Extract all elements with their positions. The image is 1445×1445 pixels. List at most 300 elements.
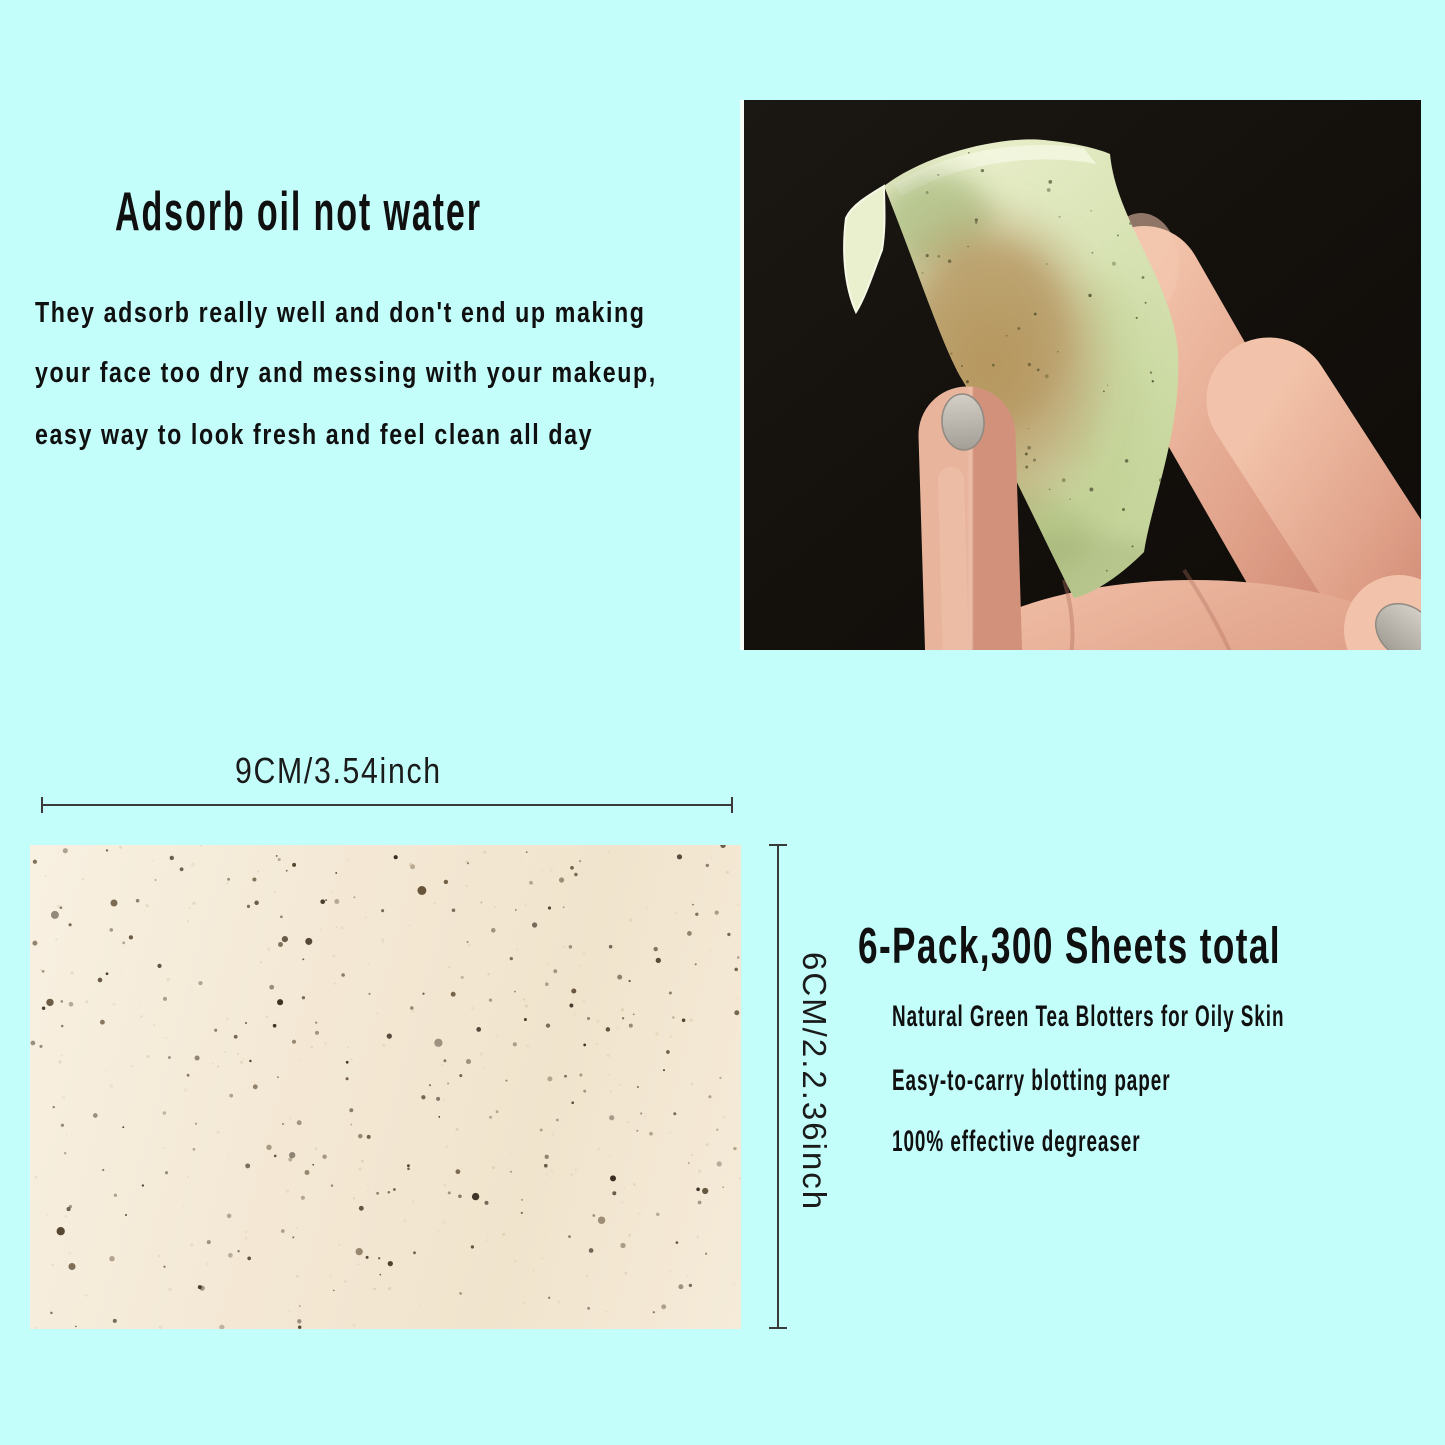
speckle [206,1263,209,1266]
speckle [1117,234,1119,236]
speckle [1125,459,1129,463]
speckle [45,875,48,878]
speckle [200,845,202,846]
speckle [492,1166,495,1169]
speckle [46,999,53,1006]
speckle [165,1171,168,1174]
speckle [734,1010,739,1015]
speckle [468,943,471,946]
speckle [125,1214,127,1216]
speckle [434,903,436,905]
speckle [523,998,526,1001]
speckle [697,1236,699,1238]
speckle [69,923,72,926]
speckle [734,1147,737,1150]
speckle [542,869,544,871]
speckle [1088,294,1091,297]
speckle [620,1243,625,1248]
speckle [710,857,712,859]
speckle [443,1184,446,1187]
speckle [224,1051,226,1053]
speckle [550,869,553,872]
height-dimension-tick-bottom [769,1327,787,1329]
speckle [1028,363,1031,366]
speckle [329,1274,331,1276]
speckle [448,966,451,969]
speckle [191,990,192,991]
width-dimension-label [235,750,481,792]
speckle [640,1112,642,1114]
speckle [53,1106,55,1108]
speckle [992,364,995,367]
speckle [459,1292,462,1295]
speckle [633,1183,636,1186]
right-heading: 6-Pack,300 Sheets total [858,917,1281,974]
speckle [596,1020,599,1023]
speckle [237,1250,239,1252]
speckle [436,1097,440,1101]
speckle [324,1042,327,1045]
speckle [1107,384,1108,385]
speckle [568,1235,571,1238]
speckle [167,978,171,982]
speckle [302,919,303,920]
speckle [675,912,678,915]
speckle [458,1195,462,1199]
speckle [467,941,469,943]
speckle [687,1275,689,1277]
height-dimension-line [777,845,779,1329]
speckle [114,1194,117,1197]
speckle [163,1111,167,1115]
speckle [551,1177,552,1178]
speckle [320,899,325,904]
speckle [633,1014,635,1016]
bullet-2: Easy-to-carry blotting paper [892,1064,1171,1097]
speckle [620,1084,622,1086]
speckle [587,1307,590,1310]
speckle [532,922,537,927]
speckle [1062,478,1066,482]
speckle [163,1266,165,1268]
speckle [106,972,109,975]
speckle [621,1008,624,1011]
speckle [451,992,456,997]
speckle [948,259,951,262]
speckle [286,1190,289,1193]
speckle [361,1160,364,1163]
speckle [350,1124,352,1126]
speckle [579,1073,582,1076]
speckle [442,1220,446,1224]
speckle [35,1176,38,1179]
speckle [237,1053,239,1055]
speckle [288,1310,290,1312]
speckle [58,1060,61,1063]
speckle [653,947,657,951]
speckle [257,1216,259,1218]
speckle [496,1034,499,1037]
speckle [975,222,977,224]
speckle [98,978,103,983]
speckle [644,1115,646,1117]
speckle [334,983,336,985]
speckle [278,942,283,947]
speckle [1028,428,1029,429]
speckle [33,860,37,864]
speckle [526,1045,529,1048]
speckle [403,1219,406,1222]
speckle [653,1311,655,1313]
speckle [85,1000,88,1003]
height-dimension-tick-top [769,844,787,846]
speckle [1090,210,1092,212]
speckle [333,1290,335,1292]
speckle [143,910,145,912]
speckle [622,1017,624,1019]
speckle [191,863,195,867]
speckle [461,1168,462,1169]
speckle [407,1164,410,1167]
speckle [559,877,564,882]
product-photo-illustration [744,100,1421,650]
speckle [552,1133,555,1136]
speckle [582,952,585,955]
speckle [64,1215,67,1218]
speckle [289,1117,291,1119]
speckle [720,845,725,848]
speckle [706,1143,709,1146]
speckle [42,970,45,973]
speckle [245,1022,247,1024]
speckle [376,1012,379,1015]
speckle [547,963,549,965]
speckle [168,1056,171,1059]
speckle [252,877,256,881]
speckle [669,1132,671,1134]
bullet-3: 100% effective degreaser [892,1125,1141,1158]
speckle [409,863,412,866]
speckle [315,1022,317,1024]
speckle [525,1004,528,1007]
speckle [369,855,370,856]
speckle [516,949,518,951]
speckle [195,1055,200,1060]
speckle [922,272,924,274]
speckle [192,1148,195,1151]
speckle [646,907,648,909]
speckle [418,977,420,979]
speckle [1142,276,1145,279]
speckle [331,1184,334,1187]
speckle [274,891,276,893]
speckle [447,1082,449,1084]
speckle [734,968,738,972]
speckle [157,964,161,968]
speckle [961,365,963,367]
speckle [110,1084,113,1087]
speckle [155,879,157,881]
speckle [610,1175,616,1181]
speckle [102,1169,104,1171]
speckle [571,988,576,993]
speckle [195,1123,197,1125]
speckle [569,1004,573,1008]
speckle [168,1287,171,1290]
thumb-highlight [951,480,956,650]
speckle [407,1168,410,1171]
speckle [358,1134,363,1139]
speckle [1037,369,1040,372]
speckle [505,1080,507,1082]
speckle [1017,327,1020,330]
speckle [140,1015,143,1018]
speckle [346,1061,349,1064]
speckle [609,945,613,949]
speckle [545,1155,549,1159]
speckle [458,1100,460,1102]
speckle [274,1155,277,1158]
speckle [139,1004,141,1006]
speckle [524,1018,527,1021]
speckle [466,1059,471,1064]
speckle [666,1050,670,1054]
speckle [672,1016,674,1018]
speckle [223,943,224,944]
speckle [273,1024,277,1028]
speckle [544,1164,548,1168]
product-photo [740,100,1421,650]
speckle [548,906,551,909]
speckle [678,1284,683,1289]
speckle [523,1302,525,1304]
speckle [388,1287,391,1290]
speckle [491,928,496,933]
speckle [563,906,565,908]
speckle [966,380,969,383]
speckle [350,1186,351,1187]
speckle [649,1132,653,1136]
speckle [42,1006,45,1009]
speckle [587,1017,590,1020]
speckle [461,976,464,979]
speckle [46,1214,48,1216]
speckle [413,1251,416,1254]
speckle [381,939,384,942]
speckle [357,1263,359,1265]
speckle [629,1024,633,1028]
speckle [227,1214,232,1219]
speckle [367,1135,371,1139]
speckle [574,873,578,877]
speckle [476,1027,481,1032]
speckle [105,1069,107,1071]
speckle [687,931,692,936]
speckle [592,1214,595,1217]
speckle [184,1088,187,1091]
speckle [100,1020,105,1025]
speckle [257,870,259,872]
speckle [629,918,633,922]
speckle [336,926,338,928]
speckle [366,1256,369,1259]
speckle [434,1039,442,1047]
speckle [207,1240,211,1244]
speckle [1089,488,1093,492]
speckle [578,945,580,947]
speckle [302,958,304,960]
speckle [717,1161,722,1166]
speckle [281,1229,285,1233]
thumb-finger [967,435,974,650]
speckle [322,1155,326,1159]
speckle [86,1295,88,1297]
speckle [1057,351,1058,352]
speckle [669,1270,671,1272]
speckle [1027,446,1031,450]
speckle [606,1027,610,1031]
speckle [51,1264,53,1266]
speckle [1033,459,1036,462]
speckle [359,1206,364,1211]
speckle [189,907,191,909]
speckle [669,1035,672,1038]
speckle [663,1069,665,1071]
speckle [40,969,42,971]
speckle [394,855,398,859]
speckle [968,152,970,154]
speckle [563,946,565,948]
speckle [733,1283,736,1286]
speckle [696,1187,700,1191]
speckle [719,1077,721,1079]
speckle [545,1039,547,1041]
speckle [292,1040,296,1044]
speckle [691,1154,693,1156]
speckle [532,884,533,885]
speckle [305,938,312,945]
paragraph-line-1: They adsorb really well and don't end up making [35,297,646,329]
speckle [533,1270,535,1272]
speckle [485,1201,489,1205]
speckle [521,1212,523,1214]
speckle [71,971,74,974]
speckle [57,1227,65,1235]
speckle [228,1153,229,1154]
speckle [63,848,68,853]
speckle [245,1163,250,1168]
speckle [1152,380,1154,382]
speckle [938,255,941,258]
speckle [254,1082,256,1084]
speckle [548,1297,550,1299]
speckle [410,1006,414,1010]
speckle [417,886,426,895]
speckle [119,846,122,849]
speckle [546,1237,547,1238]
speckle [367,1183,368,1184]
speckle [596,1043,598,1045]
speckle [153,1024,156,1027]
speckle [183,1205,184,1206]
speckle [32,941,37,946]
speckle [444,880,448,884]
speckle [217,1065,219,1067]
speckle [187,1176,189,1178]
speckle [583,1043,586,1046]
speckle [375,1288,377,1290]
speckle [260,961,262,963]
speckle [121,970,122,971]
speckle [510,1171,512,1173]
speckle [677,854,682,859]
speckle [627,1121,629,1123]
speckle [1025,453,1028,456]
speckle [227,878,230,881]
paper-sample [30,845,741,1329]
speckle [514,1260,516,1262]
speckle [368,993,370,995]
paragraph-line-3: easy way to look fresh and feel clean all day [35,419,594,451]
speckle [142,1184,144,1186]
speckle [510,957,513,960]
speckle [669,991,672,994]
speckle [1150,371,1152,373]
speckle [511,1151,512,1152]
speckle [613,945,614,946]
speckle [282,936,288,942]
speckle [298,1325,301,1328]
speckle [344,1280,346,1282]
speckle [526,851,528,853]
speckle [598,1216,605,1223]
speckle [228,1253,233,1258]
speckle [556,1119,559,1122]
speckle [145,904,148,907]
speckle [136,899,140,903]
speckle [379,1274,381,1276]
speckle [582,999,585,1002]
speckle [441,1064,443,1066]
speckle [689,1284,692,1287]
speckle [606,1311,608,1313]
width-dimension-tick-left [41,797,43,813]
speckle [383,1044,386,1047]
speckle [557,1300,560,1303]
speckle [624,1272,627,1275]
speckle [737,956,739,958]
speckle [691,1083,694,1086]
speckle [320,929,322,931]
speckle [569,945,573,949]
speckle [122,1126,124,1128]
speckle [62,1096,65,1099]
speckle [609,1155,611,1157]
speckle [483,1067,484,1068]
speckle [496,1110,499,1113]
speckle [335,872,337,874]
speckle [292,863,296,867]
speckle [310,1046,313,1049]
speckle [1034,313,1037,316]
speckle [69,1002,74,1007]
speckle [332,954,335,957]
speckle [1136,317,1138,319]
speckle [466,885,468,887]
speckle [365,916,367,918]
speckle [368,1190,369,1191]
speckle [515,909,517,911]
